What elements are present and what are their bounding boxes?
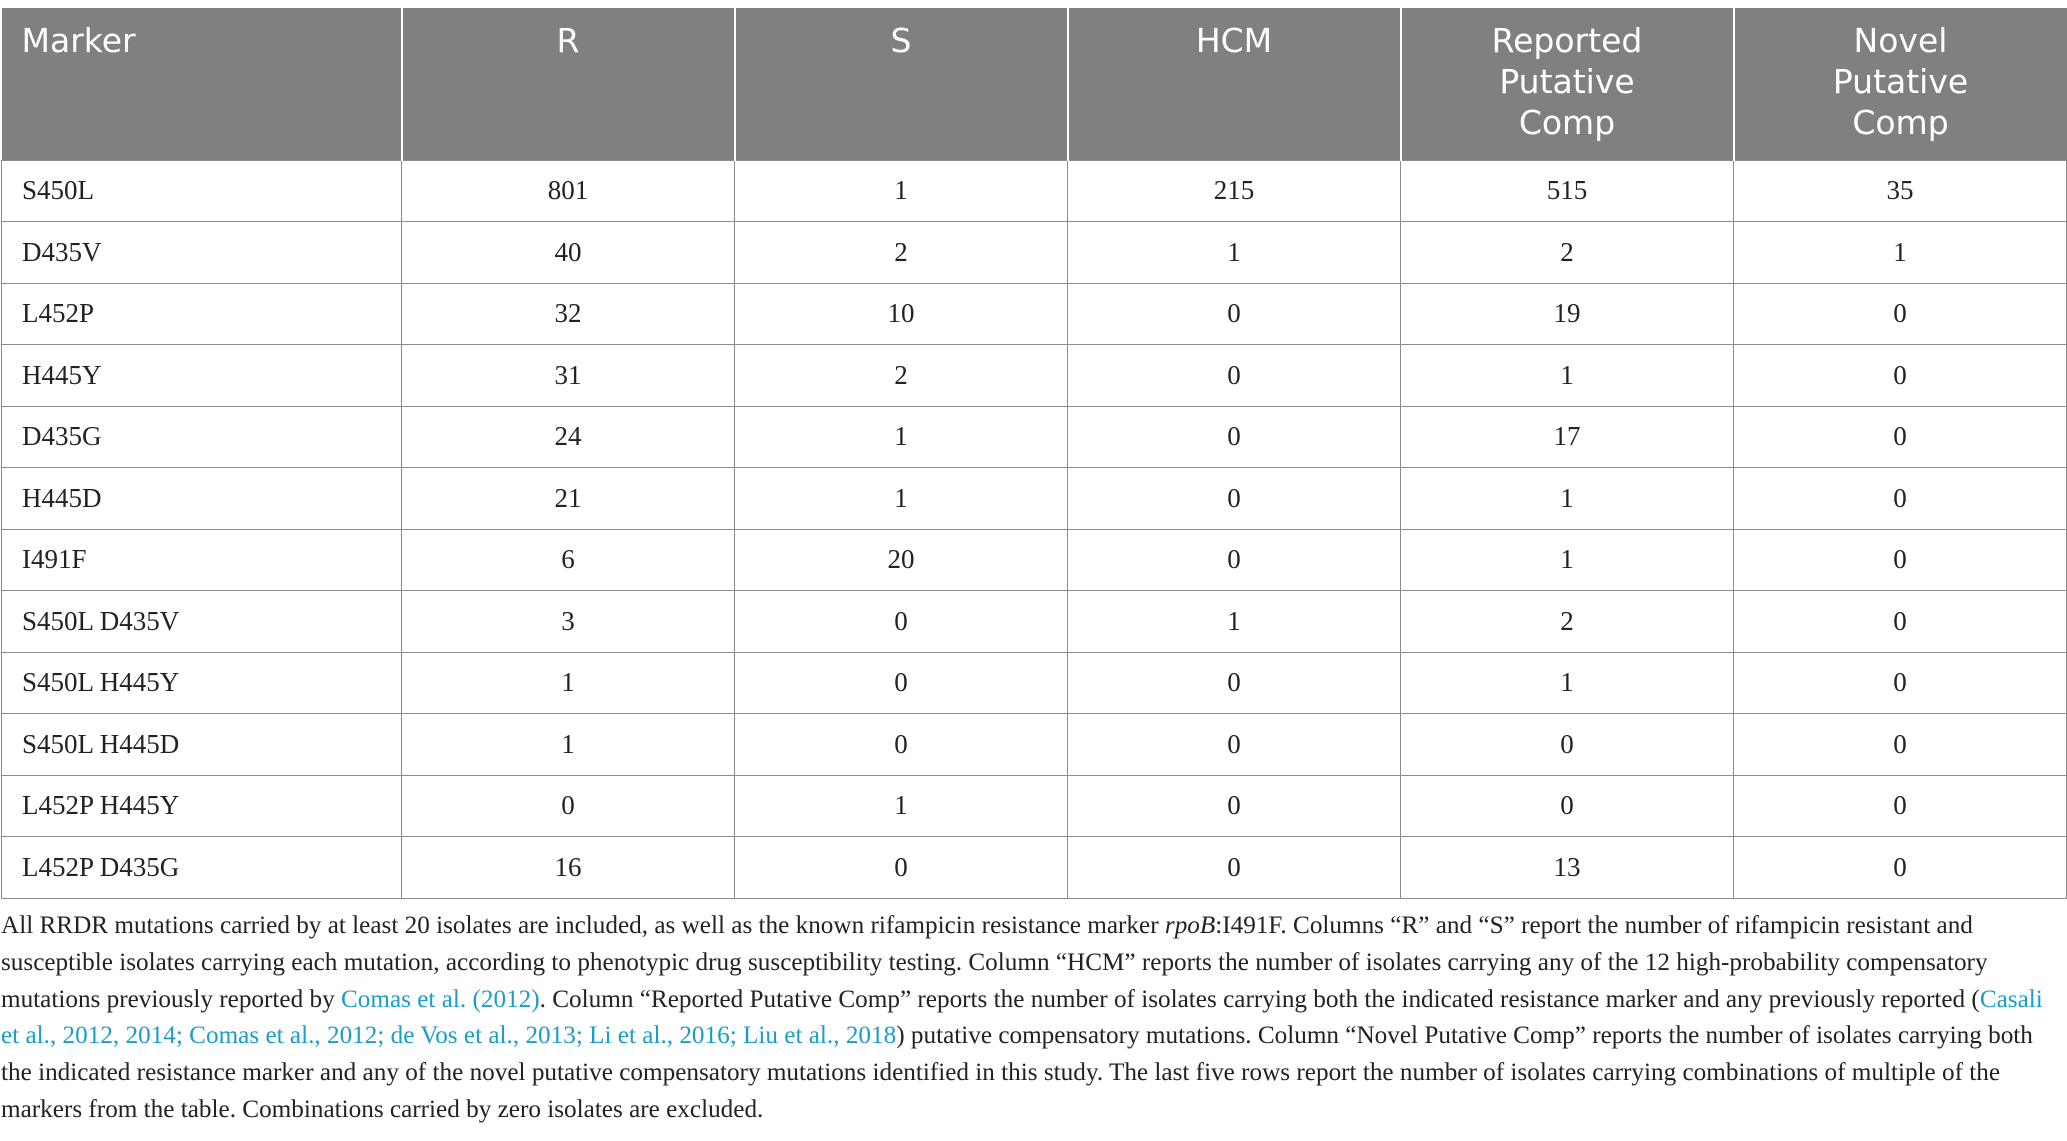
caption-text-3: . Column “Reported Putative Comp” reports the number of isolates carrying both the indicated resistance marker and any previously reported ( xyxy=(539,985,1980,1013)
count-cell: 24 xyxy=(402,406,735,468)
count-cell: 21 xyxy=(402,468,735,530)
count-cell: 1 xyxy=(402,714,735,776)
count-cell: 1 xyxy=(1068,591,1401,653)
count-cell: 2 xyxy=(735,222,1068,284)
count-cell: 0 xyxy=(402,775,735,837)
column-header-line: S xyxy=(890,21,912,60)
citation-link-group[interactable]: Casali et al., 2012, 2014; Comas et al., 2012; de Vos et al., 2013; Li et al., 2016; Liu et al., 2018 xyxy=(1,985,2043,1050)
count-cell: 3 xyxy=(402,591,735,653)
count-cell: 215 xyxy=(1068,160,1401,222)
count-cell: 1 xyxy=(1068,222,1401,284)
count-cell: 13 xyxy=(1401,837,1734,899)
count-cell: 0 xyxy=(1734,775,2067,837)
column-header-line: HCM xyxy=(1195,21,1273,60)
column-header-line: R xyxy=(556,21,580,60)
table-row xyxy=(2,468,2067,530)
count-cell: 0 xyxy=(1068,714,1401,776)
header-row xyxy=(2,8,2067,160)
count-cell: 0 xyxy=(1401,775,1734,837)
count-cell: 0 xyxy=(1068,283,1401,345)
marker-cell: H445Y xyxy=(2,345,402,407)
count-cell: 17 xyxy=(1401,406,1734,468)
marker-cell: I491F xyxy=(2,529,402,591)
marker-cell: S450L xyxy=(2,160,402,222)
count-cell: 20 xyxy=(735,529,1068,591)
count-cell: 35 xyxy=(1734,160,2067,222)
count-cell: 1 xyxy=(1401,468,1734,530)
count-cell: 2 xyxy=(1401,591,1734,653)
count-cell: 0 xyxy=(1068,345,1401,407)
table-row xyxy=(2,591,2067,653)
count-cell: 1 xyxy=(1401,345,1734,407)
count-cell: 0 xyxy=(735,652,1068,714)
caption-text-1: All RRDR mutations carried by at least 20 isolates are included, as well as the known rifampicin resistance marker xyxy=(1,912,1165,939)
count-cell: 0 xyxy=(1734,837,2067,899)
count-cell: 0 xyxy=(735,714,1068,776)
column-header-marker xyxy=(2,8,402,160)
count-cell: 6 xyxy=(402,529,735,591)
count-cell: 0 xyxy=(1068,775,1401,837)
caption-text-2: :I491F. Columns “R” and “S” report the number of rifampicin resistant and susceptible isolates carrying each mutation, according to phenotypic drug susceptibility testing. Column “HCM” reports the number of isolates carrying any of the 12 high-probability compensatory mutations previously reported by xyxy=(1,912,1988,1013)
count-cell: 10 xyxy=(735,283,1068,345)
column-header-line: Reported xyxy=(1491,21,1643,60)
column-header-line: Marker xyxy=(21,21,136,60)
count-cell: 0 xyxy=(1401,714,1734,776)
count-cell: 40 xyxy=(402,222,735,284)
count-cell: 32 xyxy=(402,283,735,345)
column-header-line: Novel xyxy=(1853,21,1948,60)
count-cell: 0 xyxy=(1734,468,2067,530)
column-header-hcm xyxy=(1068,8,1401,160)
count-cell: 0 xyxy=(1068,529,1401,591)
caption-text-4: ) putative compensatory mutations. Column “Novel Putative Comp” reports the number of isolates carrying both the indicated resistance marker and any of the novel putative compensatory mutations identified in this study. The last five rows report the number of isolates carrying combinations of multiple of the markers from the table. Combinations carried by zero isolates are excluded. xyxy=(1,1022,2033,1123)
table-row xyxy=(2,652,2067,714)
marker-cell: S450L H445Y xyxy=(2,652,402,714)
count-cell: 1 xyxy=(1734,222,2067,284)
count-cell: 16 xyxy=(402,837,735,899)
table-caption xyxy=(1,908,2061,1129)
count-cell: 19 xyxy=(1401,283,1734,345)
count-cell: 0 xyxy=(1068,652,1401,714)
count-cell: 0 xyxy=(1734,714,2067,776)
marker-cell: L452P xyxy=(2,283,402,345)
count-cell: 1 xyxy=(1401,529,1734,591)
table-row xyxy=(2,345,2067,407)
count-cell: 0 xyxy=(1068,468,1401,530)
table-row xyxy=(2,222,2067,284)
count-cell: 0 xyxy=(1068,406,1401,468)
marker-cell: H445D xyxy=(2,468,402,530)
citation-link-comas-2012[interactable]: Comas et al. (2012) xyxy=(340,985,540,1013)
mutation-table xyxy=(1,8,2067,899)
count-cell: 0 xyxy=(1068,837,1401,899)
marker-cell: S450L D435V xyxy=(2,591,402,653)
table-header xyxy=(2,8,2067,160)
column-header-reported-putative-comp xyxy=(1401,8,1734,160)
count-cell: 2 xyxy=(735,345,1068,407)
count-cell: 0 xyxy=(1734,283,2067,345)
count-cell: 0 xyxy=(735,837,1068,899)
marker-cell: L452P H445Y xyxy=(2,775,402,837)
marker-cell: S450L H445D xyxy=(2,714,402,776)
count-cell: 31 xyxy=(402,345,735,407)
count-cell: 1 xyxy=(735,160,1068,222)
table-row xyxy=(2,160,2067,222)
column-header-s xyxy=(735,8,1068,160)
column-header-novel-putative-comp xyxy=(1734,8,2067,160)
table-row xyxy=(2,775,2067,837)
count-cell: 515 xyxy=(1401,160,1734,222)
count-cell: 801 xyxy=(402,160,735,222)
count-cell: 0 xyxy=(1734,591,2067,653)
column-header-line: Comp xyxy=(1852,103,1949,142)
table-body xyxy=(2,160,2067,898)
count-cell: 1 xyxy=(1401,652,1734,714)
column-header-line: Putative xyxy=(1499,62,1635,101)
marker-cell: D435V xyxy=(2,222,402,284)
table-row xyxy=(2,283,2067,345)
count-cell: 1 xyxy=(735,468,1068,530)
count-cell: 1 xyxy=(735,775,1068,837)
table-row xyxy=(2,406,2067,468)
count-cell: 0 xyxy=(1734,529,2067,591)
marker-cell: D435G xyxy=(2,406,402,468)
count-cell: 1 xyxy=(735,406,1068,468)
count-cell: 0 xyxy=(1734,345,2067,407)
column-header-line: Comp xyxy=(1518,103,1616,142)
caption-gene-name: rpoB xyxy=(1164,912,1216,939)
column-header-r xyxy=(402,8,735,160)
table-row xyxy=(2,529,2067,591)
column-header-line: Putative xyxy=(1832,62,1969,101)
marker-cell: L452P D435G xyxy=(2,837,402,899)
count-cell: 1 xyxy=(402,652,735,714)
count-cell: 0 xyxy=(735,591,1068,653)
count-cell: 2 xyxy=(1401,222,1734,284)
table-row xyxy=(2,837,2067,899)
table-row xyxy=(2,714,2067,776)
count-cell: 0 xyxy=(1734,652,2067,714)
count-cell: 0 xyxy=(1734,406,2067,468)
